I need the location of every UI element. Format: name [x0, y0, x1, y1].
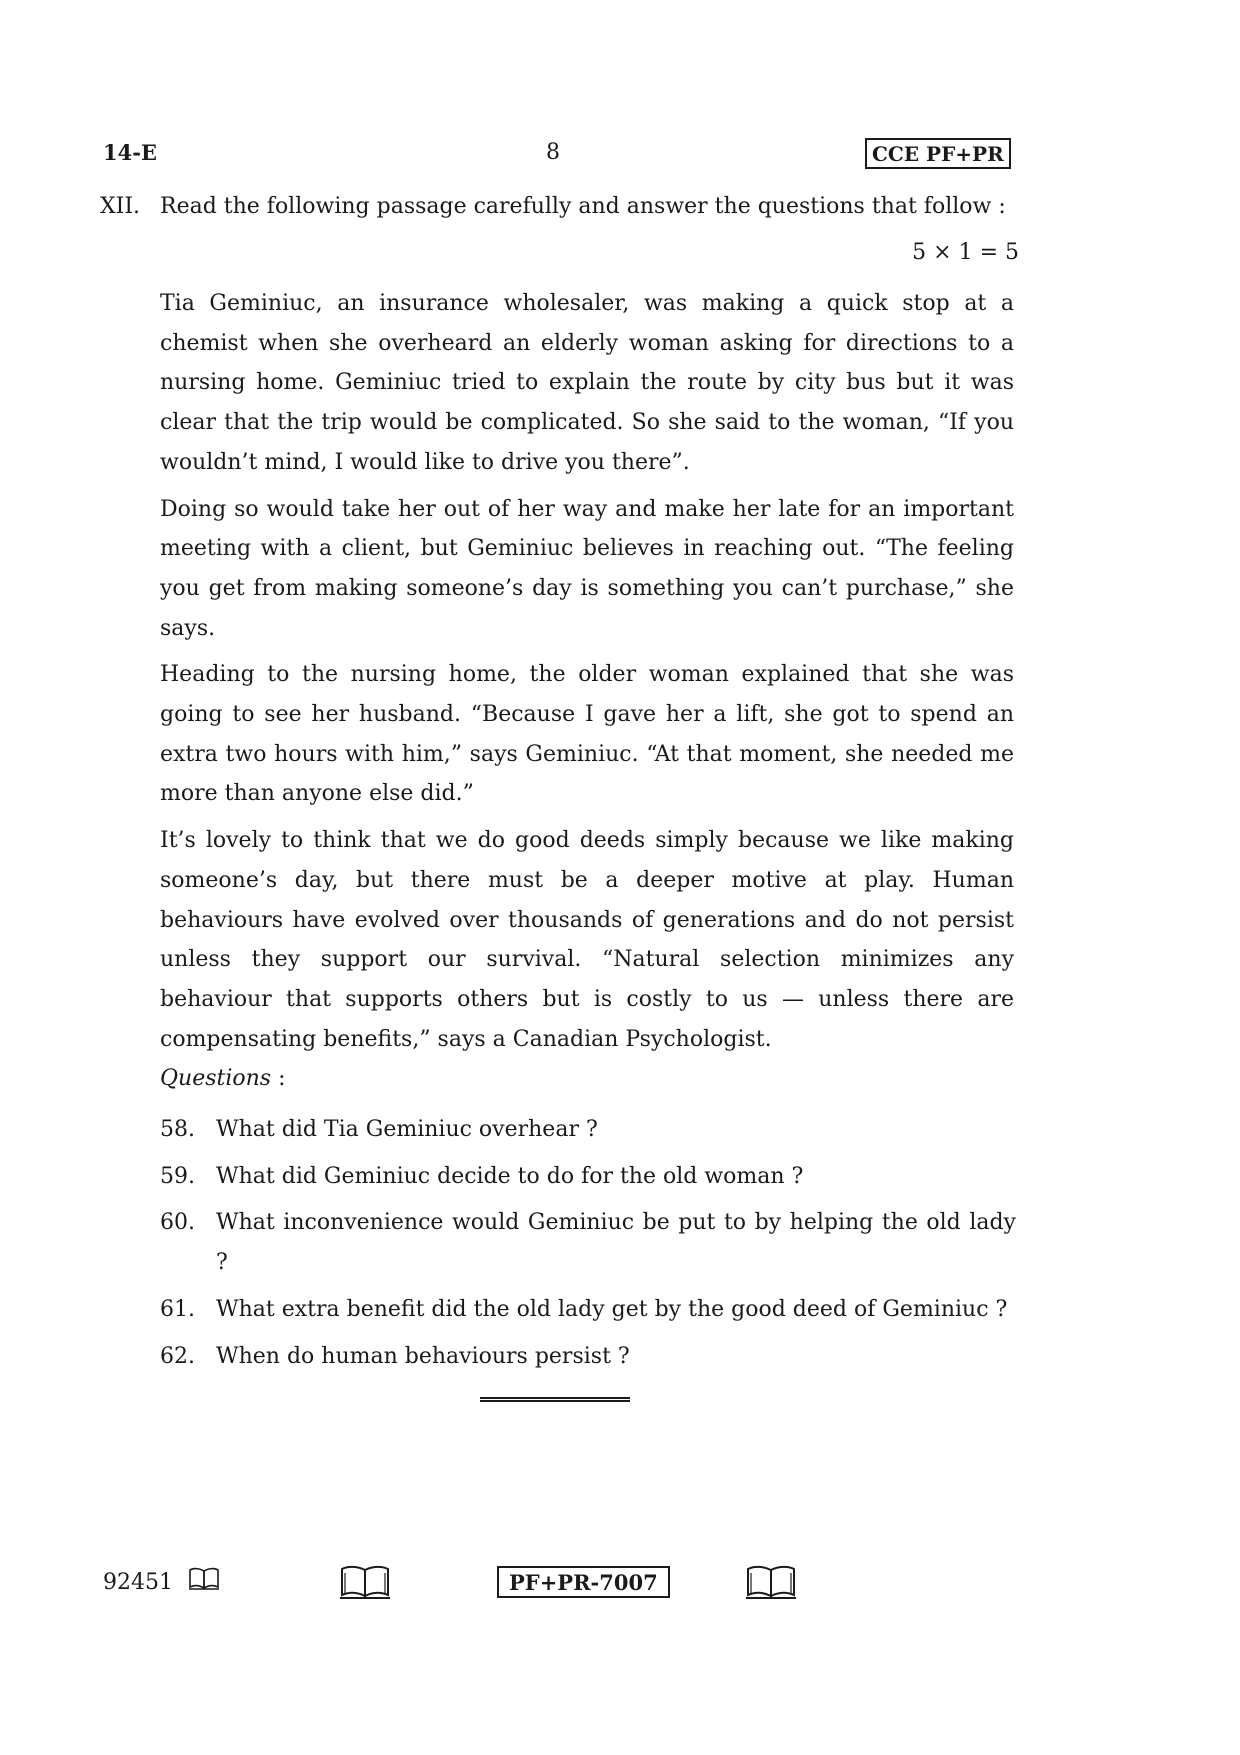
exam-code-box: CCE PF+PR: [865, 138, 1011, 169]
passage-paragraph-1: Tia Geminiuc, an insurance wholesaler, was making a quick stop at a chemist when she overheard an elderly woman asking for directions to a nursing home. Geminiuc tried to explain the route by city bus but it was clear that the trip would be complicated. So she said to the woman, “If you wouldn’t mind, I would like to drive you there”.: [160, 291, 1014, 475]
section-number: XII.: [100, 194, 141, 219]
section-marks: 5 × 1 = 5: [912, 240, 1019, 265]
page-number: 8: [546, 140, 560, 165]
paper-code: 14-E: [103, 140, 157, 165]
question-number: 62.: [160, 1343, 195, 1369]
passage-paragraph-3: Heading to the nursing home, the older woman explained that she was going to see her husband. “Because I gave her a lift, she got to spend an extra two hours with him,” says Geminiuc. “At that moment, she needed me more than anyone else did.”: [160, 662, 1014, 807]
question-number: 61.: [160, 1296, 195, 1322]
end-of-section-rule: [480, 1397, 630, 1402]
open-book-icon: [339, 1565, 391, 1601]
passage-paragraph-2: Doing so would take her out of her way and make her late for an important meeting with a client, but Geminiuc believes in reaching out. “The feeling you get from making someone’s day is something you can’t purchase,” she says.: [160, 496, 1014, 641]
question-text: When do human behaviours persist ?: [216, 1343, 630, 1369]
question-text: What did Tia Geminiuc overhear ?: [216, 1117, 598, 1142]
series-code-box: PF+PR-7007: [497, 1566, 670, 1598]
question-item: [160, 1337, 1016, 1377]
question-list: [160, 1110, 1016, 1383]
question-number: 58.: [160, 1117, 195, 1142]
questions-heading: [160, 1066, 286, 1091]
section-instruction: Read the following passage carefully and answer the questions that follow :: [160, 194, 1006, 219]
question-number: 59.: [160, 1163, 195, 1189]
open-book-icon: [745, 1565, 797, 1601]
passage-paragraph-4: It’s lovely to think that we do good deeds simply because we like making someone’s day, but there must be a deeper motive at play. Human behaviours have evolved over thousands of generations and do not persist unless they support our survival. “Natural selection minimizes any behaviour that supports others but is costly to us — unless there are compensating benefits,” says a Canadian Psychologist.: [160, 828, 1014, 1052]
question-item: [160, 1110, 1016, 1150]
question-item: [160, 1157, 1016, 1197]
question-item: [160, 1203, 1016, 1282]
footer-serial: 92451: [103, 1570, 173, 1595]
question-item: [160, 1290, 1016, 1330]
question-text: What extra benefit did the old lady get by the good deed of Geminiuc ?: [216, 1296, 1008, 1322]
questions-heading-colon: :: [271, 1066, 286, 1091]
questions-heading-text: Questions: [160, 1066, 272, 1091]
question-text: What inconvenience would Geminiuc be put to by helping the old lady ?: [216, 1210, 1016, 1276]
open-book-icon: [188, 1567, 220, 1591]
question-number: 60.: [160, 1210, 195, 1236]
question-text: What did Geminiuc decide to do for the old woman ?: [216, 1163, 804, 1189]
passage: [160, 284, 1014, 1066]
